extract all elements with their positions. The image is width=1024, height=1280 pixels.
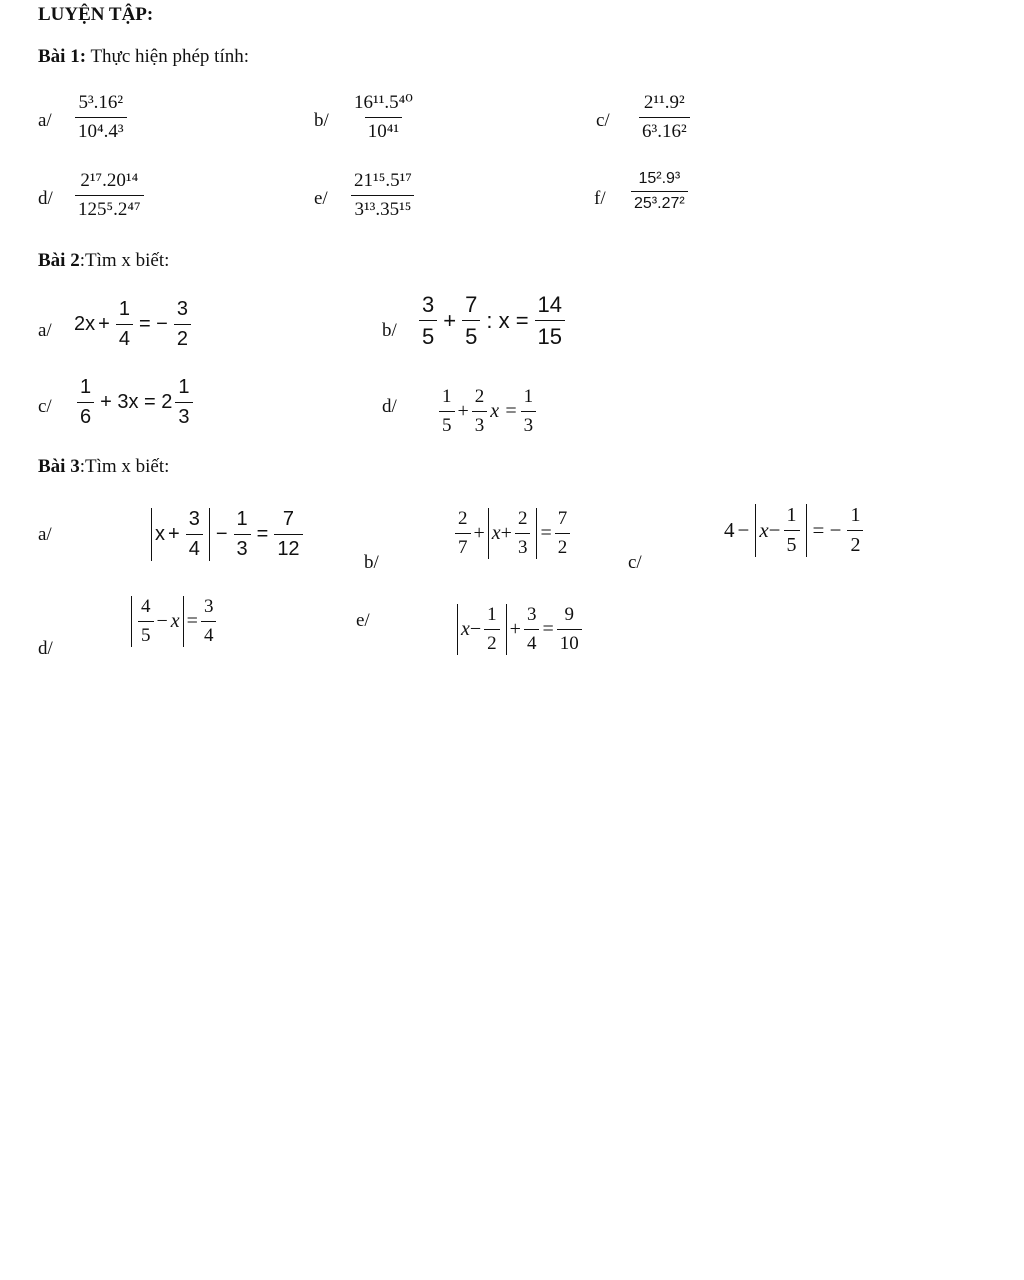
ex3a-fraction-1	[186, 508, 203, 561]
section-2-text: :Tìm x biết:	[79, 250, 170, 271]
ex3e-label: e/	[356, 610, 370, 631]
ex2b-f3-num: 14	[537, 292, 563, 317]
ex2a-f1-num: 1	[118, 298, 130, 320]
ex2d-fraction-1	[439, 386, 455, 437]
ex2a-equals: = −	[138, 313, 168, 335]
ex3a-label: a/	[38, 524, 52, 545]
ex3b-f2-den: 3	[515, 533, 531, 559]
ex3c-minus: −	[737, 518, 750, 542]
ex3b-f1-num: 2	[458, 508, 468, 529]
ex2d-fraction-3	[521, 386, 537, 437]
ex3d-fraction-2	[201, 596, 217, 647]
ex2d-f3-num: 1	[523, 386, 534, 407]
ex3e-fraction-1	[484, 604, 500, 655]
section-2-heading	[38, 250, 169, 272]
ex1e-fraction	[351, 170, 415, 221]
ex3b-x: x	[491, 521, 501, 544]
ex2d-label: d/	[382, 396, 397, 417]
ex3b-fraction-3	[555, 508, 571, 559]
ex3a-f2-num: 1	[236, 508, 248, 530]
ex3d-f2-num: 3	[203, 596, 214, 617]
ex3a-fraction-3	[274, 508, 302, 561]
ex3e-minus: −	[469, 617, 482, 640]
ex3a-fraction-2	[234, 508, 251, 561]
ex2a-label: a/	[38, 320, 52, 341]
ex1c-fraction	[639, 92, 690, 143]
ex3e-fraction-2	[524, 604, 540, 655]
ex3b-plus-2: +	[500, 521, 512, 544]
ex2a-plus: +	[98, 313, 110, 335]
ex2d-expression	[436, 386, 539, 437]
ex2d-f1-den: 5	[439, 411, 455, 437]
ex3e-equals: =	[542, 617, 554, 640]
ex1e-label: e/	[314, 188, 328, 209]
ex3d-x: x	[170, 609, 180, 632]
ex3a-f3-num: 7	[282, 508, 294, 530]
ex2b-f1-den: 5	[419, 320, 437, 349]
ex3b-label: b/	[364, 552, 379, 573]
ex2d-f3-den: 3	[521, 411, 537, 437]
section-3-label: Bài 3	[38, 456, 80, 477]
ex3c-minus-2: −	[768, 518, 781, 542]
ex1e-expression	[348, 170, 418, 221]
ex3d-expression	[128, 596, 219, 647]
ex3a-expression	[148, 508, 306, 561]
ex3c-label: c/	[628, 552, 642, 573]
ex3e-f1-num: 1	[487, 604, 497, 625]
section-1-text: Thực hiện phép tính:	[86, 46, 250, 67]
ex1b-expression	[348, 92, 419, 143]
ex1c-numerator: 2¹¹.9²	[643, 92, 685, 113]
ex3c-absolute-value	[755, 504, 806, 557]
ex3d-minus: −	[156, 609, 168, 632]
ex3c-four: 4	[724, 518, 735, 542]
ex3a-f1-den: 4	[186, 534, 203, 561]
ex2a-fraction-2	[174, 298, 191, 351]
ex3e-f2-den: 4	[524, 629, 540, 655]
ex1f-label: f/	[594, 188, 606, 209]
ex3b-expression	[452, 508, 573, 559]
ex3e-absolute-value	[457, 604, 507, 655]
ex2a-fraction-1	[116, 298, 133, 351]
ex1b-denominator: 10⁴¹	[365, 117, 402, 143]
ex3e-x: x	[461, 617, 470, 640]
ex3b-fraction-1	[455, 508, 471, 559]
ex3d-f1-num: 4	[141, 596, 151, 617]
ex2b-plus: +	[443, 307, 457, 333]
ex2b-fraction-2	[462, 292, 480, 350]
ex3c-f2-den: 2	[847, 530, 863, 557]
ex3e-f3-num: 9	[564, 604, 574, 625]
ex2b-f1-num: 3	[422, 292, 435, 317]
ex2c-fraction-1	[77, 376, 94, 429]
ex3d-f2-den: 4	[201, 621, 217, 647]
ex3b-equals: =	[540, 521, 552, 544]
ex3e-f3-den: 10	[557, 629, 582, 655]
ex3c-x: x	[759, 518, 769, 542]
ex2d-f2-den: 3	[472, 411, 488, 437]
ex2c-expression	[74, 376, 196, 429]
ex3c-fraction-1	[784, 504, 800, 557]
ex2c-f2-den: 3	[175, 402, 192, 429]
ex3d-fraction-1	[138, 596, 154, 647]
ex2d-x-equals: x =	[490, 399, 518, 422]
page-title: LUYỆN TẬP:	[38, 4, 154, 25]
ex3b-f3-den: 2	[555, 533, 571, 559]
ex2b-expression	[416, 292, 568, 350]
ex3a-equals: =	[256, 523, 269, 545]
ex2c-f1-den: 6	[77, 402, 94, 429]
ex3c-equals: = −	[812, 518, 842, 542]
ex1d-fraction	[75, 170, 144, 221]
ex2c-f2-num: 1	[178, 376, 190, 398]
ex1a-numerator: 5³.16²	[78, 92, 124, 113]
section-1-heading	[38, 46, 249, 68]
ex1e-numerator: 21¹⁵.5¹⁷	[354, 170, 412, 191]
ex3e-expression	[454, 604, 585, 655]
ex2a-f2-num: 3	[176, 298, 188, 320]
ex2b-f2-den: 5	[462, 320, 480, 349]
ex2c-label: c/	[38, 396, 52, 417]
ex3c-f2-num: 1	[850, 504, 861, 526]
ex2b-fraction-3	[535, 292, 565, 350]
ex1f-denominator: 25³.27²	[631, 191, 688, 213]
section-3-text: :Tìm x biết:	[79, 456, 170, 477]
ex1f-fraction	[631, 170, 688, 214]
ex2b-f2-num: 7	[465, 292, 478, 317]
ex1b-fraction	[351, 92, 416, 143]
ex3b-f2-num: 2	[517, 508, 528, 529]
ex2d-f2-num: 2	[474, 386, 485, 407]
ex3b-f1-den: 7	[455, 533, 471, 559]
section-2-label: Bài 2	[38, 250, 80, 271]
ex3a-absolute-value	[151, 508, 210, 561]
ex2c-fraction-2	[175, 376, 192, 429]
ex2a-expression	[74, 298, 194, 351]
ex3a-plus: +	[168, 523, 180, 545]
ex3a-f2-den: 3	[234, 534, 251, 561]
ex3d-equals: =	[186, 609, 198, 632]
ex3a-x: x	[155, 523, 165, 545]
ex3d-f1-den: 5	[138, 621, 154, 647]
ex1f-numerator: 15².9³	[638, 170, 681, 187]
ex1a-label: a/	[38, 110, 52, 131]
ex3e-fraction-3	[557, 604, 582, 655]
ex1c-denominator: 6³.16²	[639, 117, 690, 143]
ex3e-plus: +	[509, 617, 521, 640]
section-3-heading	[38, 456, 169, 478]
ex2a-f2-den: 2	[174, 324, 191, 351]
ex3b-plus: +	[473, 521, 485, 544]
ex1b-label: b/	[314, 110, 329, 131]
ex2a-lhs: 2x	[74, 313, 96, 335]
ex2b-fraction-1	[419, 292, 437, 350]
ex1d-numerator: 2¹⁷.20¹⁴	[80, 170, 139, 191]
ex3a-minus: −	[215, 523, 228, 545]
ex2b-label: b/	[382, 320, 397, 341]
ex3b-fraction-2	[515, 508, 531, 559]
ex1b-numerator: 16¹¹.5⁴⁰	[354, 92, 413, 113]
ex2a-f1-den: 4	[116, 324, 133, 351]
ex1d-expression	[72, 170, 147, 221]
ex1e-denominator: 3¹³.35¹⁵	[351, 195, 414, 221]
ex2c-middle: + 3x = 2	[100, 391, 173, 413]
section-1-label: Bài 1:	[38, 46, 87, 67]
ex2d-fraction-2	[472, 386, 488, 437]
ex2d-plus: +	[457, 399, 469, 422]
ex1d-label: d/	[38, 188, 53, 209]
ex3c-f1-den: 5	[784, 530, 800, 557]
ex3b-absolute-value	[488, 508, 538, 559]
ex3b-f3-num: 7	[557, 508, 568, 529]
ex3a-f1-num: 3	[188, 508, 200, 530]
ex1c-expression	[636, 92, 693, 143]
ex2d-f1-num: 1	[442, 386, 452, 407]
ex3e-f2-num: 3	[526, 604, 537, 625]
ex2b-divide-x: : x =	[486, 307, 529, 333]
ex3e-f1-den: 2	[484, 629, 500, 655]
ex2c-f1-num: 1	[80, 376, 92, 398]
ex1a-expression	[72, 92, 130, 143]
ex2b-f3-den: 15	[535, 320, 565, 349]
ex3c-f1-num: 1	[786, 504, 797, 526]
ex1c-label: c/	[596, 110, 610, 131]
ex3d-absolute-value	[131, 596, 184, 647]
ex3d-label: d/	[38, 638, 53, 659]
ex1a-denominator: 10⁴.4³	[75, 117, 127, 143]
ex3c-expression	[724, 504, 866, 557]
ex3c-fraction-2	[847, 504, 863, 557]
ex1d-denominator: 125⁵.2⁴⁷	[75, 195, 144, 221]
ex1f-expression	[628, 170, 691, 214]
ex1a-fraction	[75, 92, 127, 143]
ex3a-f3-den: 12	[274, 534, 302, 561]
